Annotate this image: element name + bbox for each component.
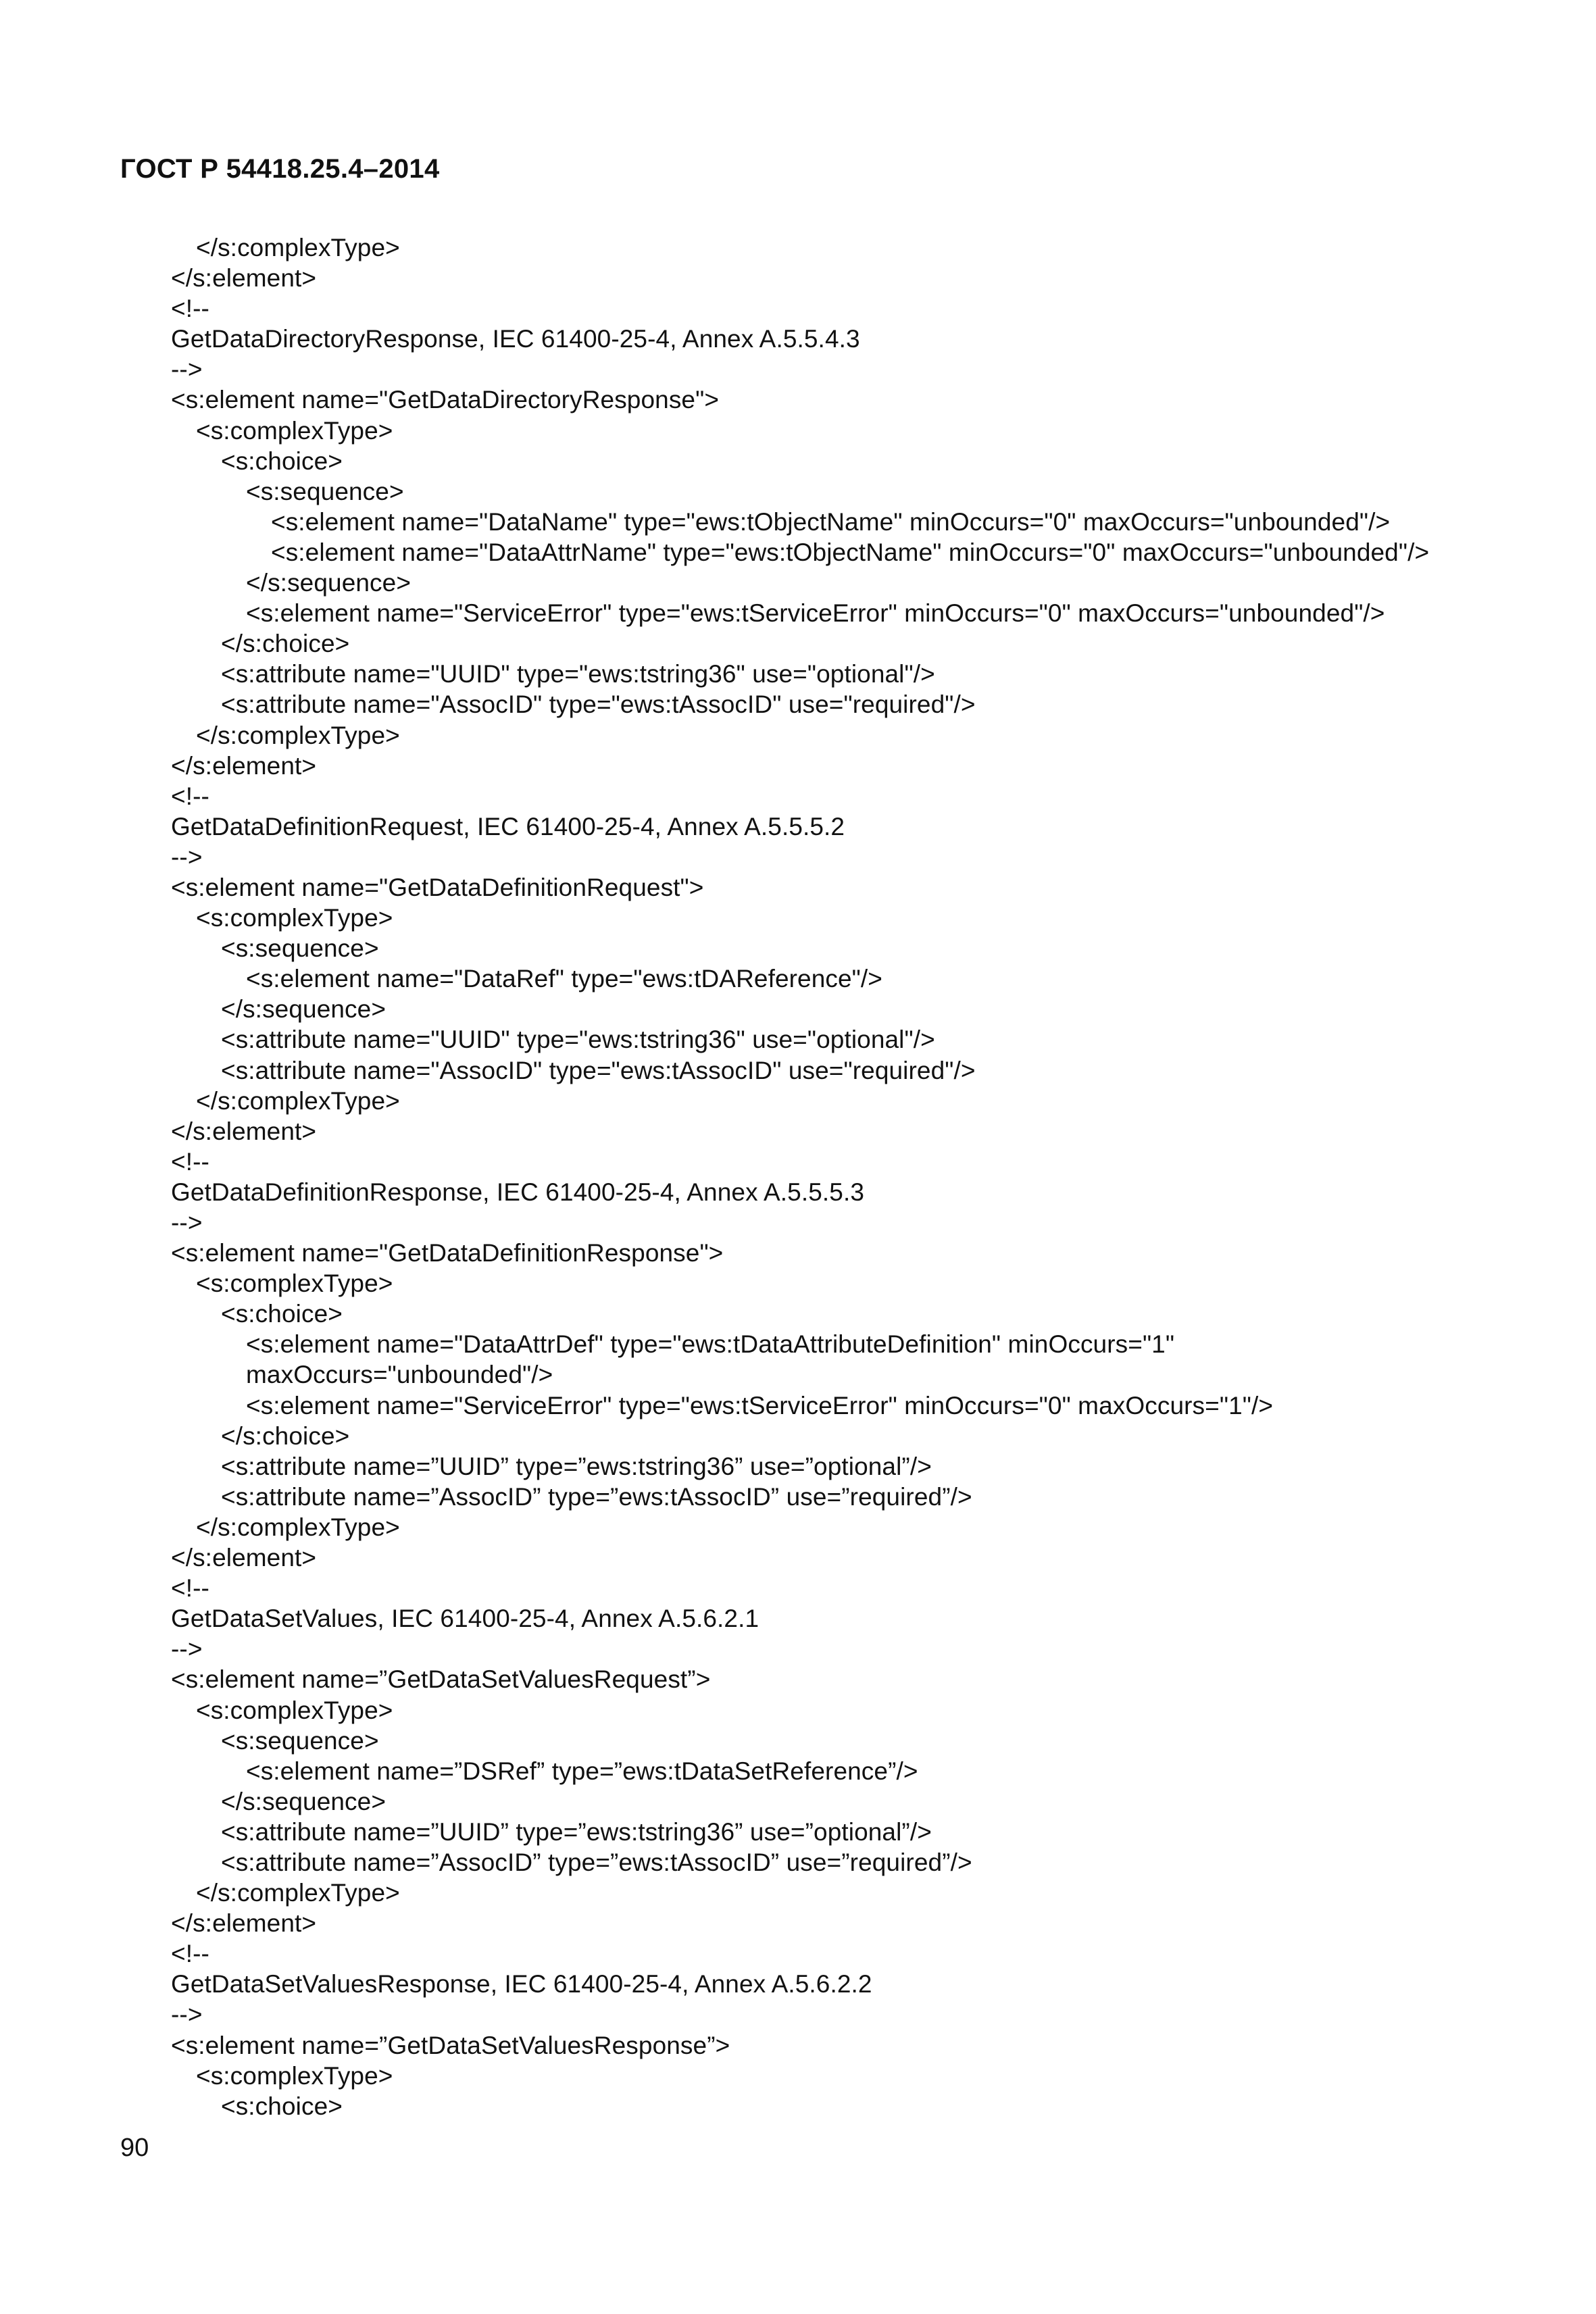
code-line: <s:element name="ServiceError" type="ews:tServiceError" minOccurs="0" maxOccurs="1"/> <box>246 1391 1274 1419</box>
code-line: <s:element name=”GetDataSetValuesRequest”> <box>171 1665 711 1694</box>
code-line: --> <box>171 1209 203 1236</box>
code-line: --> <box>171 1635 203 1663</box>
code-line: <!-- <box>171 1147 209 1176</box>
code-line: <s:element name="DataRef" type="ews:tDAReference"/> <box>246 965 883 993</box>
code-line: <s:sequence> <box>246 477 404 505</box>
code-line: <s:element name=”DSRef” type=”ews:tDataSetReference”/> <box>246 1757 918 1785</box>
code-line: </s:complexType> <box>196 234 400 261</box>
code-line: <s:choice> <box>221 1300 343 1328</box>
code-line: </s:element> <box>171 1909 317 1938</box>
code-line: <s:complexType> <box>196 1269 393 1298</box>
code-line: <s:complexType> <box>196 416 393 445</box>
code-line: </s:element> <box>171 1544 317 1572</box>
code-line: <s:element name="GetDataDefinitionRequest"> <box>171 873 704 901</box>
code-line: <s:attribute name=”AssocID” type=”ews:tAssocID” use=”required”/> <box>221 1848 972 1876</box>
code-line: </s:complexType> <box>196 721 400 749</box>
code-line: <s:attribute name="AssocID" type="ews:tAssocID" use="required"/> <box>221 690 976 719</box>
code-line: </s:complexType> <box>196 1086 400 1115</box>
xml-code-listing <box>171 232 1522 2121</box>
code-line: <s:choice> <box>221 447 343 475</box>
code-line: --> <box>171 2001 203 2029</box>
code-line: <!-- <box>171 295 209 323</box>
code-line: --> <box>171 355 203 384</box>
page-number: 90 <box>120 2134 149 2162</box>
code-line: <s:element name=”GetDataSetValuesResponse”> <box>171 2031 730 2059</box>
code-line: </s:element> <box>171 264 317 293</box>
code-line: </s:sequence> <box>246 569 412 597</box>
code-line: </s:choice> <box>221 1422 350 1450</box>
code-line: </s:sequence> <box>221 1787 386 1815</box>
code-line: <s:element name="DataName" type="ews:tObjectName" minOccurs="0" maxOccurs="unbounded"/> <box>271 507 1391 536</box>
code-line: </s:complexType> <box>196 1513 400 1541</box>
code-line: <s:element name="ServiceError" type="ews:tServiceError" minOccurs="0" maxOccurs="unbounded"/> <box>246 599 1385 628</box>
code-line: GetDataSetValues, IEC 61400-25-4, Annex A.5.6.2.1 <box>171 1605 759 1633</box>
code-line: <s:sequence> <box>221 934 379 963</box>
code-line: <s:sequence> <box>221 1726 379 1755</box>
code-line: maxOccurs="unbounded"/> <box>246 1361 553 1389</box>
code-line: <!-- <box>171 1574 209 1603</box>
code-line: GetDataSetValuesResponse, IEC 61400-25-4, Annex A.5.6.2.2 <box>171 1970 872 1998</box>
code-line: <s:complexType> <box>196 904 393 932</box>
code-line: <s:element name="GetDataDefinitionResponse"> <box>171 1239 724 1267</box>
code-line: <s:complexType> <box>196 1696 393 1724</box>
code-line: GetDataDirectoryResponse, IEC 61400-25-4, Annex A.5.5.4.3 <box>171 325 860 353</box>
code-line: --> <box>171 842 203 871</box>
code-line: <s:attribute name=”UUID” type=”ews:tstring36” use=”optional”/> <box>221 1817 932 1846</box>
code-line: <s:element name="DataAttrDef" type="ews:tDataAttributeDefinition" minOccurs="1" <box>246 1330 1175 1359</box>
code-line: <!-- <box>171 782 209 810</box>
code-line: <!-- <box>171 1940 209 1968</box>
code-line: <s:choice> <box>221 2092 343 2120</box>
code-line: </s:choice> <box>221 630 350 658</box>
code-line: <s:element name="GetDataDirectoryResponse"> <box>171 386 720 414</box>
code-line: </s:sequence> <box>221 995 386 1024</box>
code-line: <s:attribute name="UUID" type="ews:tstring36" use="optional"/> <box>221 660 935 688</box>
code-line: GetDataDefinitionRequest, IEC 61400-25-4, Annex A.5.5.5.2 <box>171 812 845 840</box>
code-line: <s:attribute name="AssocID" type="ews:tAssocID" use="required"/> <box>221 1056 976 1084</box>
code-line: <s:element name="DataAttrName" type="ews:tObjectName" minOccurs="0" maxOccurs="unbounded"/> <box>271 538 1430 566</box>
code-line: </s:element> <box>171 1117 317 1145</box>
code-line: <s:complexType> <box>196 2061 393 2090</box>
standard-title: ГОСТ Р 54418.25.4–2014 <box>120 154 440 184</box>
code-line: <s:attribute name=”UUID” type=”ews:tstring36” use=”optional”/> <box>221 1452 932 1480</box>
code-line: <s:attribute name=”AssocID” type=”ews:tAssocID” use=”required”/> <box>221 1482 972 1511</box>
code-line: <s:attribute name="UUID" type="ews:tstring36" use="optional"/> <box>221 1026 935 1054</box>
code-line: </s:element> <box>171 751 317 780</box>
code-line: GetDataDefinitionResponse, IEC 61400-25-4, Annex A.5.5.5.3 <box>171 1178 865 1206</box>
code-line: </s:complexType> <box>196 1879 400 1907</box>
